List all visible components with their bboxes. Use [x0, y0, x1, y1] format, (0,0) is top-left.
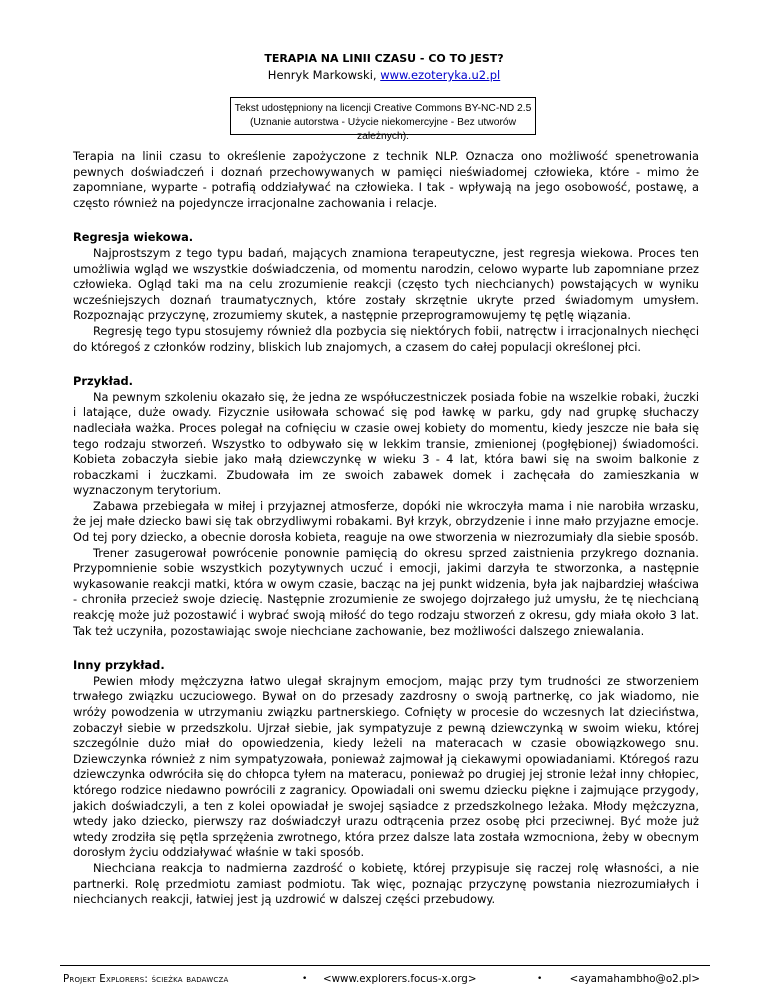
author-name: Henryk Markowski, [267, 68, 381, 82]
license-line-1: Tekst udostępniony na licencji Creative Commons BY-NC-ND 2.5 [234, 103, 532, 114]
section-paragraph: Na pewnym szkoleniu okazało się, że jedna ze współuczestniczek posiada fobie na wszelkie robaki, żuczki i latające, duże owady. Fizycznie usiłowała schować się pod ławkę w parku, gdy nad grupkę słuchaczy nadleciała ważka. Proces polegał na cofnięciu w czasie owej kobiety do momentu, kiedy jeszcze nie bała się tego rodzaju stworzeń. Wszystko to odbywało się w lekkim transie, zmienionej (pogłębionej) świadomości. Kobieta zobaczyła siebie jako małą dziewczynkę w wieku 3 - 4 lat, która bawi się na swoim balkonie z robaczkami i żuczkami. Zbudowała im ze swoich zabawek domek i zachęcała do zamieszkania w wyznaczonym terytorium. [73, 389, 699, 498]
document-body [73, 149, 699, 908]
license-notice [230, 97, 536, 142]
footer-website[interactable]: <www.explorers.focus-x.org> [323, 973, 477, 985]
footer-bullet-separator: • [302, 974, 308, 984]
page-footer [60, 965, 710, 988]
footer-project-name: Projekt Explorers: ścieżka badawcza [63, 973, 229, 985]
section-paragraph: Najprostszym z tego typu badań, mających znamiona terapeutyczne, jest regresja wiekowa. Proces ten umożliwia wgląd we wszystkie doświadczenia, od momentu narodzin, celowo wyparte lub zapomniane przez człowieka. Ogląd taki ma na celu zrozumienie reakcji (często tych niechcianych) powstających w wyniku wcześniejszych doznań traumatycznych, które zostały skrzętnie ukryte przed świadomym umysłem. Rozpoznając przyczynę, zrozumiemy skutek, a następnie przeprogramowujemy tę pętlę wiązania. [73, 245, 699, 323]
section-heading-inny-przyklad: Inny przykład. [73, 658, 165, 673]
intro-paragraph: Terapia na linii czasu to określenie zapożyczone z technik NLP. Oznacza ono możliwość spenetrowania pewnych doświadczeń i doznań przechowywanych w pamięci nieświadomej człowieka, które - mimo że zapomniane, wyparte - potrafią oddziaływać na człowieka. I tak - wpływają na jego osobowość, postawę, a często również na pojedyncze irracjonalne zachowania i relacje. [73, 149, 699, 210]
footer-bullet-separator: • [537, 974, 543, 984]
section-paragraph: Regresję tego typu stosujemy również dla pozbycia się niektórych fobii, natręctw i irracjonalnych niechęci do któregoś z członków rodziny, bliskich lub znajomych, a czasem do całej populacji określonej płci. [73, 323, 699, 354]
title-block [0, 51, 768, 83]
section-heading-przyklad: Przykład. [73, 374, 133, 389]
author-website-link[interactable]: www.ezoteryka.u2.pl [380, 68, 501, 82]
license-line-2: (Uznanie autorstwa - Użycie niekomercyjne - Bez utworów zależnych). [249, 117, 517, 142]
footer-email[interactable]: <ayamahambho@o2.pl> [569, 973, 700, 985]
section-paragraph: Trener zasugerował powrócenie ponownie pamięcią do okresu sprzed zaistnienia przykrego doznania. Przypomnienie sobie wszystkich pozytywnych uczuć i emocji, jakimi darzyła te stworzonka, a następnie wykasowanie reakcji matki, która w owym czasie, bacząc na jej punkt widzenia, była jak najbardziej właściwa - chroniła przecież swoje dziecię. Następnie zrozumienie ze swojego dojrzałego już umysłu, że tę niechcianą reakcję może już pozostawić i wybrać swoją miłość do tego rodzaju stworzeń z okresu, gdy miała około 3 lat. Tak też uczyniła, pozostawiając swoje niechciane zachowanie, bez możliwości dalszego zniewalania. [73, 545, 699, 638]
section-paragraph: Pewien młody mężczyzna łatwo ulegał skrajnym emocjom, mając przy tym trudności ze stworzeniem trwałego związku uczuciowego. Bywał on do przesady zazdrosny o swoją partnerkę, co jak wiadomo, nie wróży powodzenia w utrzymaniu związku partnerskiego. Cofnięty w procesie do wczesnych lat dzieciństwa, zobaczył siebie w przedszkolu. Ujrzał siebie, jak sympatyzuje z pewną dziewczynką w swoim wieku, której szczególnie dużo miał do opowiedzenia, kiedy leżeli na materacach w czasie obowiązkowego snu. Dziewczynka również z nim sympatyzowała, ponieważ zajmował ją ciekawymi opowiadaniami. Któregoś razu dziewczynka odwróciła się do chłopca tyłem na materacu, ponieważ po drugiej jej stronie leżał inny chłopiec, którego rodzice niedawno powrócili z zagranicy. Opowiadali oni swemu dziecku piękne i zajmujące przygody, jakich doświadczyli, a ten z kolei opowiadał je swojej sąsiadce z przedszkolnego leżaka. Młody mężczyzna, wtedy jako dziecko, pierwszy raz doświadczył urazu odtrącenia przez osobę płci przeciwnej. Być może już wtedy zrodziła się pętla sprzężenia zwrotnego, która przez dalsze lata została wzmocniona, żeby w obecnym dorosłym życiu oddziaływać właśnie w taki sposób. [73, 673, 699, 860]
author-line [0, 67, 768, 83]
section-paragraph: Zabawa przebiegała w miłej i przyjaznej atmosferze, dopóki nie wkroczyła mama i nie narobiła wrzasku, że jej małe dziecko bawi się tak obrzydliwymi robakami. Był krzyk, obrzydzenie i inne mało przyjazne emocje. Od tej pory dziecko, a obecnie dorosła kobieta, reaguje na owe stworzenia w niezrozumiały dla siebie sposób. [73, 498, 699, 545]
section-heading-regresja: Regresja wiekowa. [73, 230, 194, 245]
document-title: TERAPIA NA LINII CZASU - CO TO JEST? [264, 52, 504, 65]
section-paragraph: Niechciana reakcja to nadmierna zazdrość o kobietę, której przypisuje się raczej rolę własności, a nie partnerki. Rolę przedmiotu zamiast podmiotu. Tak więc, poznając przyczynę powstania niezrozumiałych i niechcianych reakcji, łatwiej jest ją uzdrowić w dalszej części przebudowy. [73, 860, 699, 907]
